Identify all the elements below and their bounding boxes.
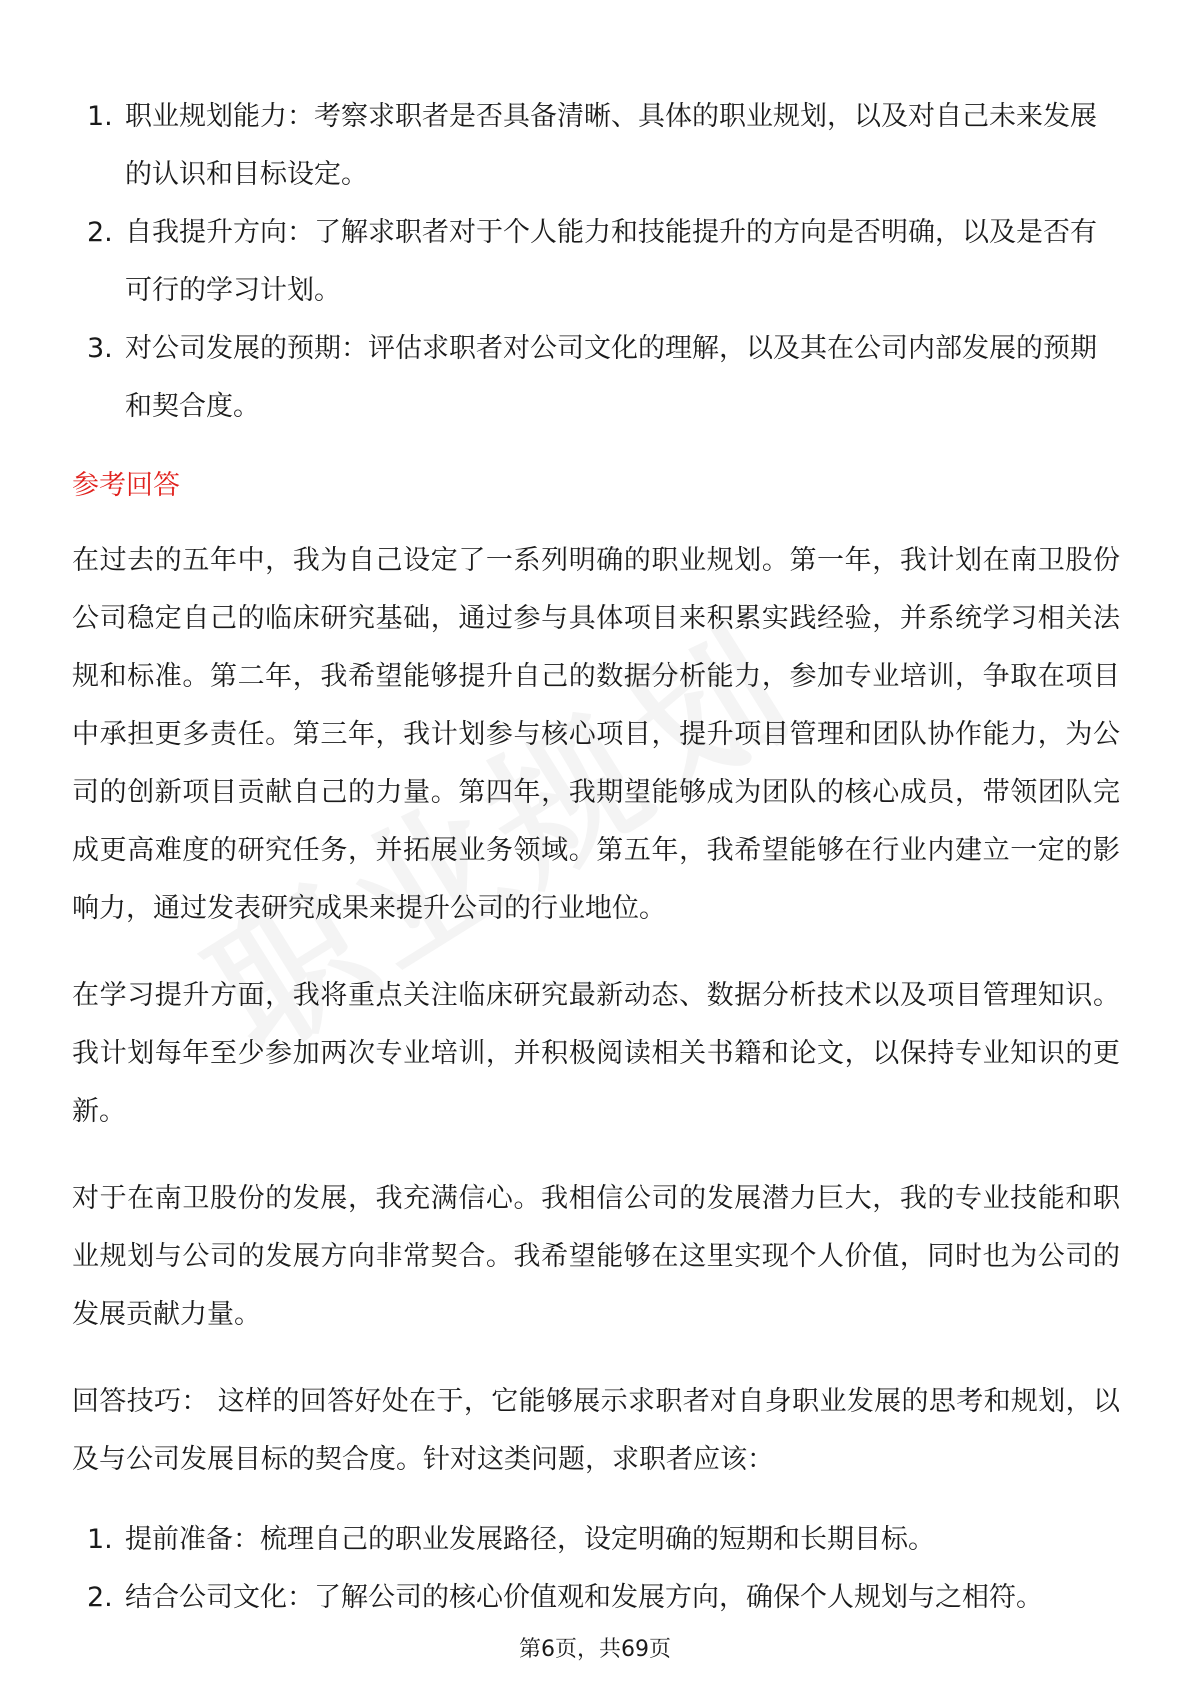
list-number: 3. xyxy=(87,333,113,364)
list-item xyxy=(72,1569,1120,1627)
page-content xyxy=(72,88,1120,1627)
list-number: 1. xyxy=(87,1524,113,1555)
tips-list xyxy=(72,1511,1120,1627)
list-item-text: 自我提升方向：了解求职者对于个人能力和技能提升的方向是否明确，以及是否有可行的学习计划。 xyxy=(125,217,1097,306)
list-item xyxy=(72,204,1120,320)
answer-paragraph-learning: 在学习提升方面，我将重点关注临床研究最新动态、数据分析技术以及项目管理知识。我计划每年至少参加两次专业培训，并积极阅读相关书籍和论文，以保持专业知识的更新。 xyxy=(72,980,1120,1127)
section-heading: 参考回答 xyxy=(72,470,180,501)
list-number: 2. xyxy=(87,1582,113,1613)
list-item-text: 结合公司文化：了解公司的核心价值观和发展方向，确保个人规划与之相符。 xyxy=(125,1582,1043,1613)
answer-paragraph-plan: 在过去的五年中，我为自己设定了一系列明确的职业规划。第一年，我计划在南卫股份公司稳定自己的临床研究基础，通过参与具体项目来积累实践经验，并系统学习相关法规和标准。第二年，我希望能够提升自己的数据分析能力，参加专业培训，争取在项目中承担更多责任。第三年，我计划参与核心项目，提升项目管理和团队协作能力，为公司的创新项目贡献自己的力量。第四年，我期望能够成为团队的核心成员，带领团队完成更高难度的研究任务，并拓展业务领域。第五年，我希望能够在行业内建立一定的影响力，通过发表研究成果来提升公司的行业地位。 xyxy=(72,545,1120,924)
list-number: 2. xyxy=(87,217,113,248)
answer-paragraph-company: 对于在南卫股份的发展，我充满信心。我相信公司的发展潜力巨大，我的专业技能和职业规划与公司的发展方向非常契合。我希望能够在这里实现个人价值，同时也为公司的发展贡献力量。 xyxy=(72,1183,1120,1330)
list-number: 1. xyxy=(87,101,113,132)
list-item xyxy=(72,88,1120,204)
answer-tips-paragraph: 回答技巧： 这样的回答好处在于，它能够展示求职者对自身职业发展的思考和规划，以及与公司发展目标的契合度。针对这类问题，求职者应该： xyxy=(72,1386,1120,1475)
list-item-text: 对公司发展的预期：评估求职者对公司文化的理解，以及其在公司内部发展的预期和契合度。 xyxy=(125,333,1097,422)
list-item xyxy=(72,1511,1120,1569)
list-item-text: 提前准备：梳理自己的职业发展路径，设定明确的短期和长期目标。 xyxy=(125,1524,935,1555)
evaluation-points-list xyxy=(72,88,1120,436)
list-item-text: 职业规划能力：考察求职者是否具备清晰、具体的职业规划，以及对自己未来发展的认识和目标设定。 xyxy=(125,101,1097,190)
list-item xyxy=(72,320,1120,436)
page-number-footer: 第6页，共69页 xyxy=(519,1637,671,1662)
